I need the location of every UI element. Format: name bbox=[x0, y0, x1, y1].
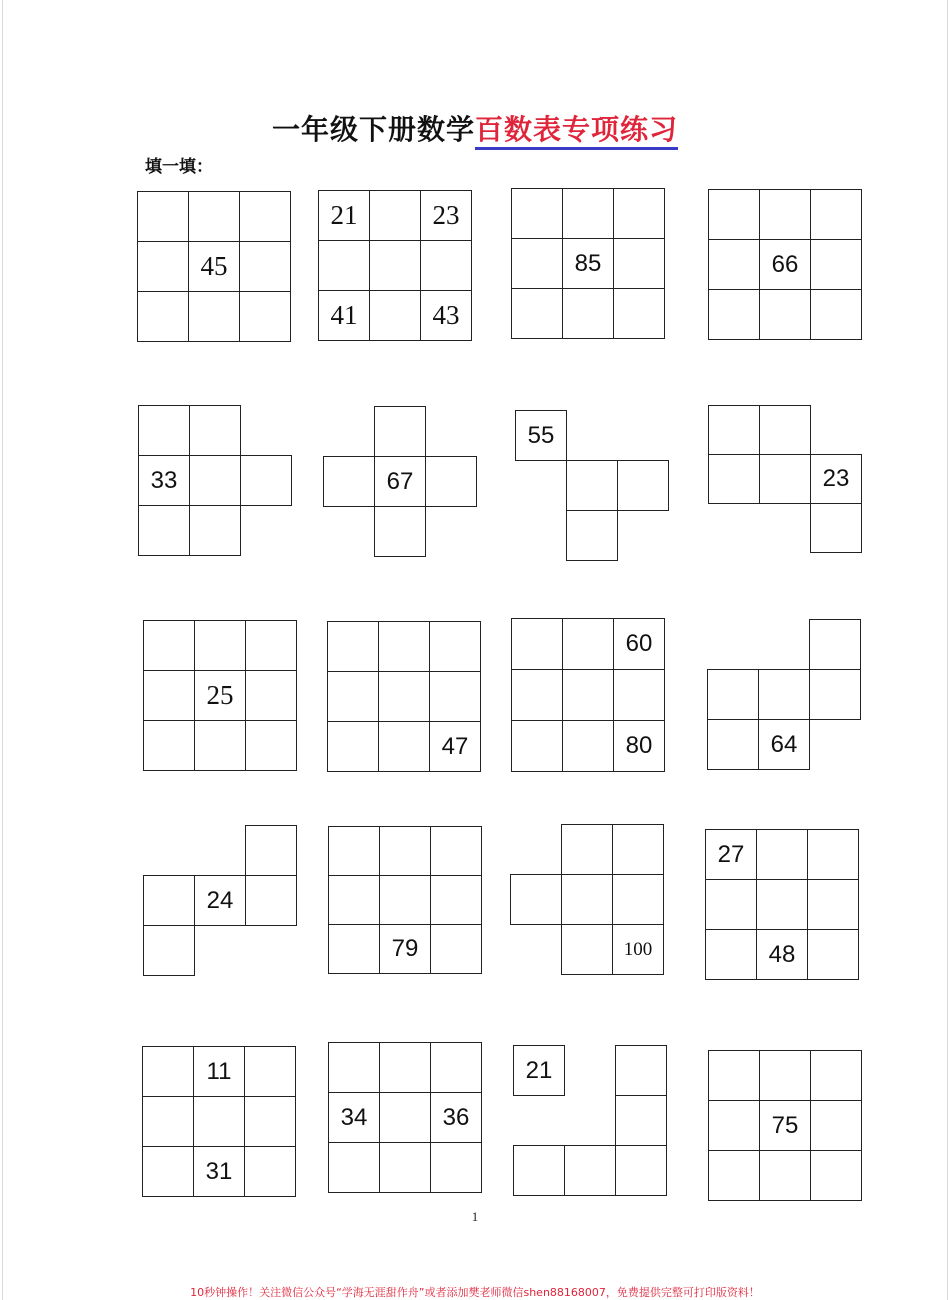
grid-cell-blank[interactable] bbox=[328, 1142, 380, 1193]
grid-cell-blank[interactable] bbox=[759, 454, 811, 504]
grid-cell-blank[interactable] bbox=[142, 1146, 194, 1197]
page-edge-left bbox=[2, 0, 3, 1300]
grid-cell-number: 23 bbox=[810, 454, 862, 504]
grid-cell-blank[interactable] bbox=[562, 669, 614, 721]
grid-cell-blank[interactable] bbox=[511, 188, 563, 239]
grid-cell-blank[interactable] bbox=[327, 721, 379, 772]
grid-cell-blank[interactable] bbox=[327, 621, 379, 672]
grid-cell-blank[interactable] bbox=[193, 1096, 245, 1147]
grid-cell-blank[interactable] bbox=[513, 1145, 565, 1196]
grid-cell-blank[interactable] bbox=[429, 621, 481, 672]
grid-cell-blank[interactable] bbox=[189, 455, 241, 506]
grid-cell-blank[interactable] bbox=[810, 239, 862, 290]
grid-cell-blank[interactable] bbox=[245, 620, 297, 671]
grid-cell-number: 31 bbox=[193, 1146, 245, 1197]
grid-cell-blank[interactable] bbox=[566, 460, 618, 511]
grid-cell-number: 23 bbox=[420, 190, 472, 241]
grid-cell-blank[interactable] bbox=[244, 1096, 296, 1147]
grid-cell-blank[interactable] bbox=[708, 239, 760, 290]
grid-cell-blank[interactable] bbox=[613, 238, 665, 289]
grid-cell-blank[interactable] bbox=[707, 669, 759, 720]
grid-cell-blank[interactable] bbox=[369, 190, 421, 241]
grid-cell-number: 34 bbox=[328, 1092, 380, 1143]
grid-cell-blank[interactable] bbox=[707, 719, 759, 770]
grid-cell-blank[interactable] bbox=[807, 879, 859, 930]
grid-cell-blank[interactable] bbox=[245, 720, 297, 771]
grid-cell-blank[interactable] bbox=[328, 924, 380, 974]
grid-cell-blank[interactable] bbox=[511, 720, 563, 772]
grid-cell-blank[interactable] bbox=[759, 405, 811, 455]
grid-cell-blank[interactable] bbox=[510, 874, 562, 925]
grid-cell-blank[interactable] bbox=[430, 1042, 482, 1093]
grid-cell-blank[interactable] bbox=[138, 505, 190, 556]
grid-cell-blank[interactable] bbox=[188, 291, 240, 342]
page-number: 1 bbox=[471, 1209, 479, 1224]
grid-cell-blank[interactable] bbox=[809, 619, 861, 670]
grid-cell-blank[interactable] bbox=[143, 620, 195, 671]
grid-cell-blank[interactable] bbox=[244, 1046, 296, 1097]
grid-cell-number: 64 bbox=[758, 719, 810, 770]
title-main: 一年级下册数学 bbox=[271, 113, 475, 146]
grid-cell-number: 21 bbox=[318, 190, 370, 241]
grid-cell-blank[interactable] bbox=[708, 189, 760, 240]
grid-cell-blank[interactable] bbox=[369, 290, 421, 341]
grid-cell-number: 36 bbox=[430, 1092, 482, 1143]
grid-cell-blank[interactable] bbox=[189, 505, 241, 556]
grid-cell-blank[interactable] bbox=[240, 455, 292, 506]
grid-cell-number: 45 bbox=[188, 241, 240, 292]
grid-cell-blank[interactable] bbox=[323, 456, 375, 507]
grid-cell-blank[interactable] bbox=[562, 720, 614, 772]
grid-cell-blank[interactable] bbox=[379, 875, 431, 925]
grid-cell-blank[interactable] bbox=[708, 454, 760, 504]
grid-cell-blank[interactable] bbox=[430, 875, 482, 925]
grid-cell-blank[interactable] bbox=[759, 189, 811, 240]
grid-cell-blank[interactable] bbox=[142, 1046, 194, 1097]
grid-cell-blank[interactable] bbox=[379, 826, 431, 876]
grid-cell-blank[interactable] bbox=[194, 720, 246, 771]
grid-cell-blank[interactable] bbox=[245, 875, 297, 926]
grid-cell-blank[interactable] bbox=[617, 460, 669, 511]
grid-cell-blank[interactable] bbox=[708, 1050, 760, 1101]
grid-cell-blank[interactable] bbox=[425, 456, 477, 507]
grid-cell-blank[interactable] bbox=[613, 669, 665, 721]
grid-cell-blank[interactable] bbox=[613, 288, 665, 339]
grid-cell-blank[interactable] bbox=[142, 1096, 194, 1147]
grid-cell-blank[interactable] bbox=[189, 405, 241, 456]
grid-cell-blank[interactable] bbox=[430, 1142, 482, 1193]
grid-cell-blank[interactable] bbox=[562, 618, 614, 670]
grid-cell-number: 75 bbox=[759, 1100, 811, 1151]
grid-cell-number: 27 bbox=[705, 829, 757, 880]
grid-cell-blank[interactable] bbox=[708, 1100, 760, 1151]
grid-cell-blank[interactable] bbox=[807, 929, 859, 980]
grid-cell-number: 48 bbox=[756, 929, 808, 980]
grid-cell-blank[interactable] bbox=[239, 191, 291, 242]
grid-cell-blank[interactable] bbox=[708, 1150, 760, 1201]
grid-cell-blank[interactable] bbox=[810, 503, 862, 553]
grid-cell-blank[interactable] bbox=[137, 191, 189, 242]
grid-cell-blank[interactable] bbox=[756, 829, 808, 880]
grid-cell-blank[interactable] bbox=[245, 670, 297, 721]
grid-cell-number: 33 bbox=[138, 455, 190, 506]
grid-cell-number: 43 bbox=[420, 290, 472, 341]
grid-cell-blank[interactable] bbox=[328, 826, 380, 876]
grid-cell-blank[interactable] bbox=[705, 879, 757, 930]
grid-cell-blank[interactable] bbox=[511, 288, 563, 339]
grid-cell-blank[interactable] bbox=[430, 826, 482, 876]
grid-cell-blank[interactable] bbox=[756, 879, 808, 930]
grid-cell-blank[interactable] bbox=[430, 924, 482, 974]
grid-cell-blank[interactable] bbox=[810, 1150, 862, 1201]
grid-cell-blank[interactable] bbox=[511, 238, 563, 289]
grid-cell-blank[interactable] bbox=[511, 669, 563, 721]
grid-cell-number: 11 bbox=[193, 1046, 245, 1097]
grid-cell-blank[interactable] bbox=[759, 1050, 811, 1101]
grid-cell-number: 60 bbox=[613, 618, 665, 670]
grid-cell-blank[interactable] bbox=[562, 288, 614, 339]
grid-cell-blank[interactable] bbox=[810, 289, 862, 340]
grid-cell-number: 85 bbox=[562, 238, 614, 289]
grid-cell-blank[interactable] bbox=[615, 1145, 667, 1196]
grid-cell-blank[interactable] bbox=[807, 829, 859, 880]
grid-cell-number: 79 bbox=[379, 924, 431, 974]
grid-cell-blank[interactable] bbox=[143, 670, 195, 721]
grid-cell-blank[interactable] bbox=[758, 669, 810, 720]
grid-cell-number: 41 bbox=[318, 290, 370, 341]
grid-cell-blank[interactable] bbox=[511, 618, 563, 670]
grid-cell-number: 21 bbox=[513, 1045, 565, 1096]
grid-cell-blank[interactable] bbox=[379, 1092, 431, 1143]
footer-note: 10秒钟操作！关注微信公众号“学海无涯甜作舟”或者添加樊老师微信shen88168007，免费提供完整可打印版资料！ bbox=[190, 1286, 760, 1299]
grid-cell-blank[interactable] bbox=[613, 188, 665, 239]
grid-cell-blank[interactable] bbox=[244, 1146, 296, 1197]
grid-cell-blank[interactable] bbox=[708, 289, 760, 340]
grid-cell-blank[interactable] bbox=[378, 721, 430, 772]
grid-cell-blank[interactable] bbox=[378, 671, 430, 722]
grid-cell-blank[interactable] bbox=[369, 240, 421, 291]
grid-cell-blank[interactable] bbox=[327, 671, 379, 722]
grid-cell-blank[interactable] bbox=[143, 875, 195, 926]
grid-cell-number: 47 bbox=[429, 721, 481, 772]
grid-cell-blank[interactable] bbox=[612, 824, 664, 875]
grid-cell-blank[interactable] bbox=[705, 929, 757, 980]
grid-cell-number: 66 bbox=[759, 239, 811, 290]
grid-cell-blank[interactable] bbox=[420, 240, 472, 291]
grid-cell-number: 100 bbox=[612, 924, 664, 975]
grid-cell-blank[interactable] bbox=[810, 1050, 862, 1101]
grid-cell-blank[interactable] bbox=[708, 405, 760, 455]
grid-cell-blank[interactable] bbox=[612, 874, 664, 925]
grid-cell-blank[interactable] bbox=[137, 291, 189, 342]
grid-cell-blank[interactable] bbox=[615, 1045, 667, 1096]
grid-cell-blank[interactable] bbox=[143, 925, 195, 976]
grid-cell-blank[interactable] bbox=[561, 824, 613, 875]
grid-cell-number: 24 bbox=[194, 875, 246, 926]
grid-cell-blank[interactable] bbox=[328, 875, 380, 925]
grid-cell-blank[interactable] bbox=[143, 720, 195, 771]
grid-cell-blank[interactable] bbox=[378, 621, 430, 672]
grid-cell-blank[interactable] bbox=[374, 406, 426, 457]
grid-cell-blank[interactable] bbox=[809, 669, 861, 720]
instruction-label: 填一填： bbox=[145, 157, 213, 177]
grid-cell-blank[interactable] bbox=[318, 240, 370, 291]
grid-cell-blank[interactable] bbox=[245, 825, 297, 876]
grid-cell-number: 67 bbox=[374, 456, 426, 507]
grid-cell-blank[interactable] bbox=[810, 1100, 862, 1151]
grid-cell-blank[interactable] bbox=[566, 510, 618, 561]
grid-cell-blank[interactable] bbox=[379, 1142, 431, 1193]
grid-cell-number: 80 bbox=[613, 720, 665, 772]
grid-cell-blank[interactable] bbox=[429, 671, 481, 722]
grid-cell-blank[interactable] bbox=[810, 189, 862, 240]
grid-cell-blank[interactable] bbox=[138, 405, 190, 456]
grid-cell-blank[interactable] bbox=[194, 620, 246, 671]
grid-cell-blank[interactable] bbox=[239, 291, 291, 342]
grid-cell-number: 25 bbox=[194, 670, 246, 721]
grid-cell-blank[interactable] bbox=[564, 1145, 616, 1196]
grid-cell-blank[interactable] bbox=[188, 191, 240, 242]
grid-cell-blank[interactable] bbox=[562, 188, 614, 239]
page-title bbox=[0, 108, 950, 148]
title-highlight: 百数表专项练习 bbox=[475, 113, 678, 150]
grid-cell-blank[interactable] bbox=[379, 1042, 431, 1093]
grid-cell-blank[interactable] bbox=[374, 506, 426, 557]
grid-cell-number: 55 bbox=[515, 410, 567, 461]
grid-cell-blank[interactable] bbox=[239, 241, 291, 292]
grid-cell-blank[interactable] bbox=[759, 1150, 811, 1201]
page-edge-right bbox=[947, 0, 948, 1300]
grid-cell-blank[interactable] bbox=[328, 1042, 380, 1093]
grid-cell-blank[interactable] bbox=[137, 241, 189, 292]
grid-cell-blank[interactable] bbox=[759, 289, 811, 340]
grid-cell-blank[interactable] bbox=[561, 874, 613, 925]
grid-cell-blank[interactable] bbox=[561, 924, 613, 975]
grid-cell-blank[interactable] bbox=[615, 1095, 667, 1146]
